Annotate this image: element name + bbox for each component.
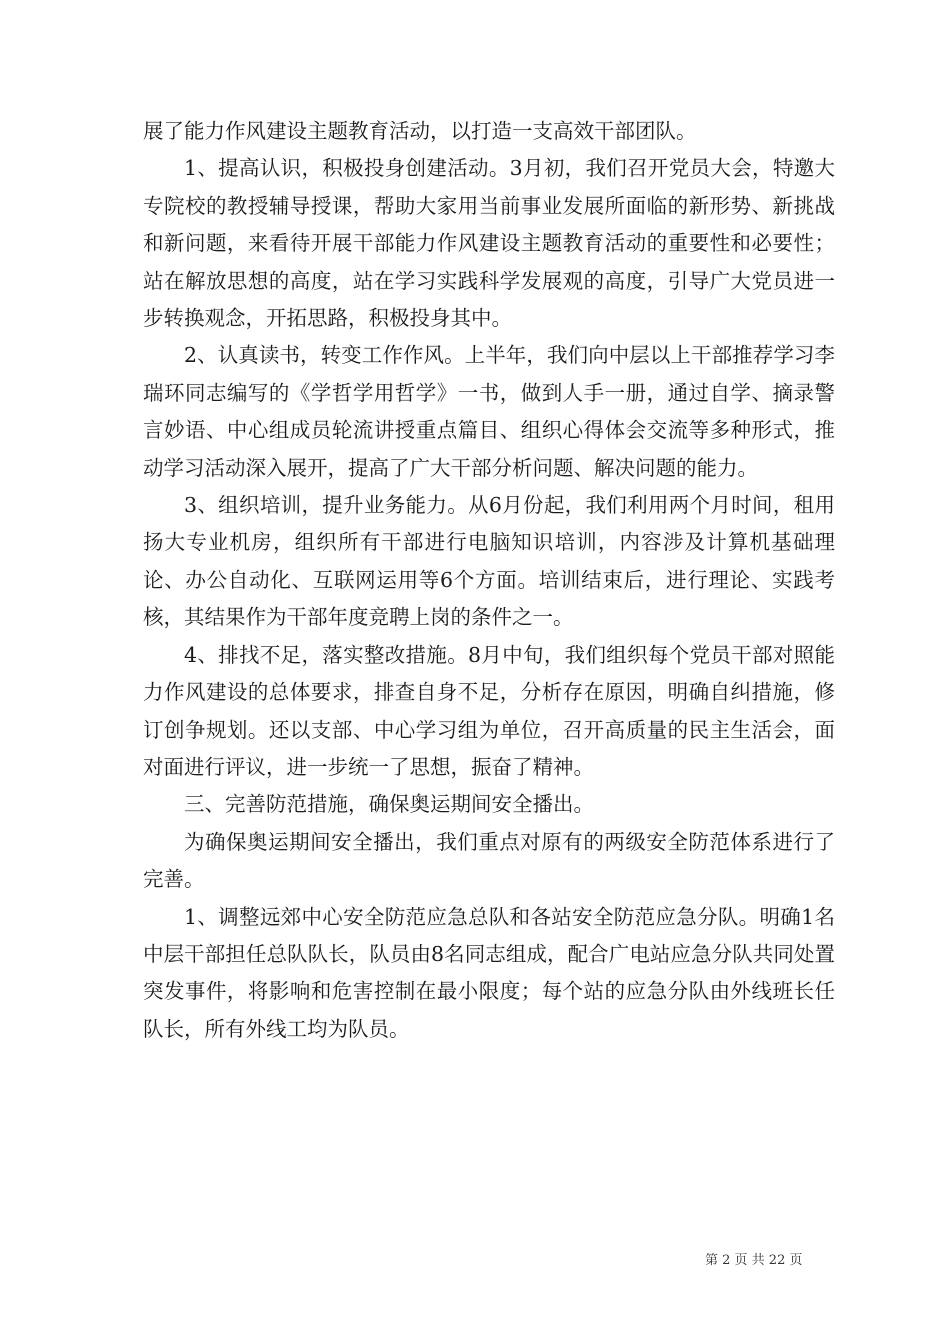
paragraph-study-books: 2、认真读书，转变工作作风。上半年，我们向中层以上干部推荐学习李瑞环同志编写的《学哲学用哲学》一书，做到人手一册，通过自学、摘录警言妙语、中心组成员轮流讲授重点篇目、组织心得体会交流等多种形式，推动学习活动深入展开，提高了广大干部分析问题、解决问题的能力。 bbox=[143, 343, 835, 480]
document-body bbox=[143, 113, 835, 1048]
paragraph-security-intro: 为确保奥运期间安全播出，我们重点对原有的两级安全防范体系进行了完善。 bbox=[143, 829, 835, 892]
paragraph-rectification: 4、排找不足，落实整改措施。8月中旬，我们组织每个党员干部对照能力作风建设的总体要求，排查自身不足，分析存在原因，明确自纠措施，修订创争规划。还以支部、中心学习组为单位，召开高质量的民主生活会，面对面进行评议，进一步统一了思想，振奋了精神。 bbox=[143, 642, 835, 779]
paragraph-raise-awareness: 1、提高认识，积极投身创建活动。3月初，我们召开党员大会，特邀大专院校的教授辅导授课，帮助大家用当前事业发展所面临的新形势、新挑战和新问题，来看待开展干部能力作风建设主题教育活动的重要性和必要性；站在解放思想的高度，站在学习实践科学发展观的高度，引导广大党员进一步转换观念，开拓思路，积极投身其中。 bbox=[143, 156, 835, 331]
section-heading-security: 三、完善防范措施，确保奥运期间安全播出。 bbox=[184, 792, 594, 817]
page-number-footer: 第 2 页 共 22 页 bbox=[705, 1253, 803, 1268]
paragraph-training: 3、组织培训，提升业务能力。从6月份起，我们利用两个月时间，租用扬大专业机房，组织所有干部进行电脑知识培训，内容涉及计算机基础理论、办公自动化、互联网运用等6个方面。培训结束后，进行理论、实践考核，其结果作为干部年度竞聘上岗的条件之一。 bbox=[143, 493, 835, 630]
paragraph-emergency-teams: 1、调整远郊中心安全防范应急总队和各站安全防范应急分队。明确1名中层干部担任总队队长，队员由8名同志组成，配合广电站应急分队共同处置突发事件，将影响和危害控制在最小限度；每个站的应急分队由外线班长任队长，所有外线工均为队员。 bbox=[143, 904, 835, 1041]
paragraph-continuation: 展了能力作风建设主题教育活动，以打造一支高效干部团队。 bbox=[143, 119, 697, 143]
